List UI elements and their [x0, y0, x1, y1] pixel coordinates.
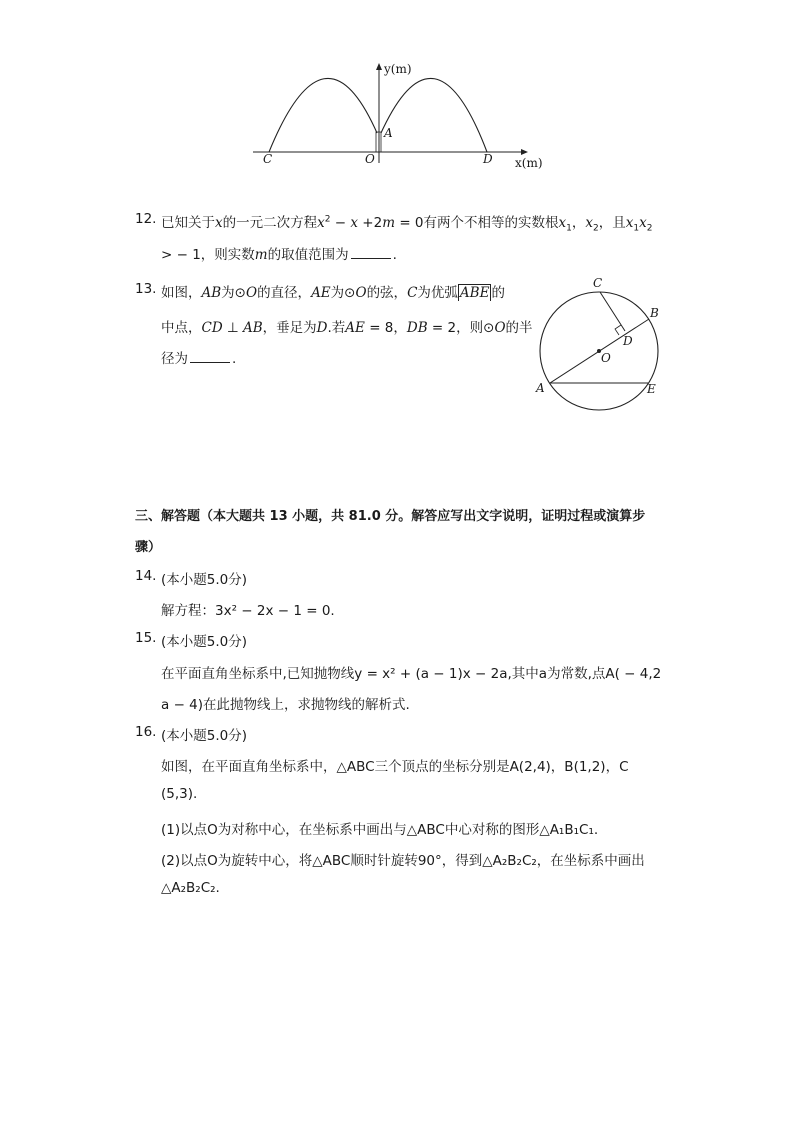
- point-a-label: A: [384, 126, 393, 140]
- q15-line2: a − 4)在此抛物线上，求抛物线的解析式.: [161, 697, 410, 713]
- circle-point-o: O: [601, 351, 611, 365]
- y-axis-label: y(m): [384, 62, 412, 76]
- point-c-label: C: [263, 152, 273, 166]
- q15-score: (本小题5.0分): [161, 634, 248, 650]
- circle-point-b: B: [650, 306, 659, 320]
- q12-line2: > − 1，则实数m的取值范围为 .: [161, 247, 397, 263]
- circle-point-c: C: [593, 276, 603, 290]
- q16-line5: △A₂B₂C₂.: [161, 880, 220, 896]
- q12-number: 12.: [135, 211, 157, 227]
- q13-line1: 如图，AB为⊙O的直径，AE为⊙O的弦，C为优弧 ABE 的: [161, 285, 505, 301]
- q13-line2: 中点，CD ⊥ AB，垂足为D.若AE = 8，DB = 2，则⊙O的半: [161, 320, 533, 336]
- parabola-figure: [245, 55, 555, 175]
- circle-point-a: A: [536, 381, 545, 395]
- q16-line4: (2)以点O为旋转中心，将△ABC顺时针旋转90°，得到△A₂B₂C₂，在坐标系中画出: [161, 853, 645, 869]
- circle-point-d: D: [623, 334, 633, 348]
- section-3-heading-cont: 骤）: [135, 540, 162, 555]
- answer-blank: [351, 257, 391, 259]
- q16-score: (本小题5.0分): [161, 728, 248, 744]
- q14-text: 解方程：3x² − 2x − 1 = 0.: [161, 603, 335, 619]
- q13-number: 13.: [135, 281, 157, 297]
- q16-line3: (1)以点O为对称中心，在坐标系中画出与△ABC中心对称的图形△A₁B₁C₁.: [161, 822, 599, 838]
- x-axis-label: x(m): [515, 156, 543, 170]
- point-d-label: D: [483, 152, 493, 166]
- q12-line1: 已知关于x的一元二次方程$x^2 - x +2m = 0$有两个不相等的实数根$x_1$，$x_2$，且$x_1x_2$: [161, 214, 653, 234]
- q13-line3: 径为 .: [161, 351, 237, 367]
- q16-number: 16.: [135, 724, 157, 740]
- q15-line1: 在平面直角坐标系中,已知抛物线y = x² + (a − 1)x − 2a,其中a为常数,点A( − 4,2: [161, 666, 662, 682]
- section-3-heading: 三、解答题（本大题共 13 小题，共 81.0 分。解答应写出文字说明，证明过程或演算步: [135, 509, 646, 524]
- circle-point-e: E: [647, 382, 656, 396]
- q16-line2: (5,3).: [161, 786, 198, 802]
- q14-score: (本小题5.0分): [161, 572, 248, 588]
- answer-blank: [190, 361, 230, 363]
- q15-number: 15.: [135, 630, 157, 646]
- q16-line1: 如图，在平面直角坐标系中，△ABC三个顶点的坐标分别是A(2,4)，B(1,2)，C: [161, 759, 629, 775]
- point-o-label: O: [365, 152, 375, 166]
- circle-figure: [530, 272, 670, 412]
- q14-number: 14.: [135, 568, 157, 584]
